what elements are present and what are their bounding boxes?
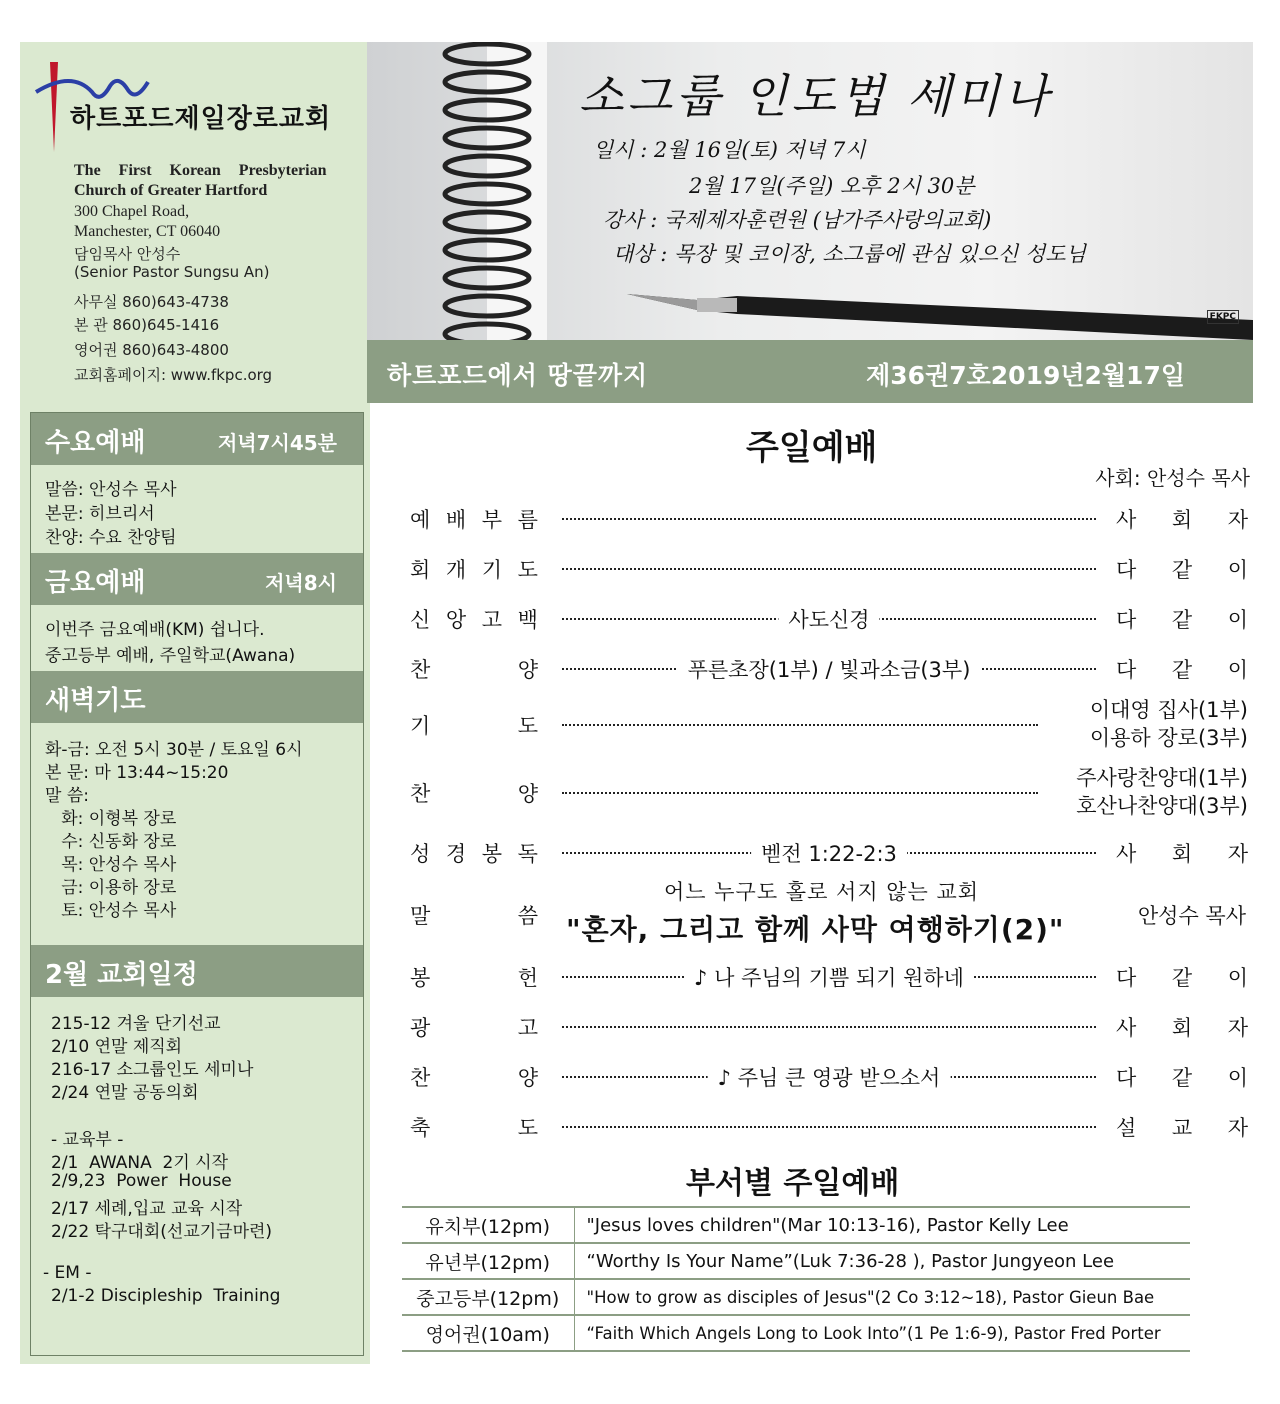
calendar-line: 2/17 세례,입교 교육 시작 (51, 1199, 243, 1219)
leader-char: 교 (1171, 1116, 1193, 1140)
leader-line: 호산나찬양대(3부) (1076, 794, 1248, 818)
seminar-title: 소그룹 인도법 세미나 (579, 69, 1053, 123)
worship-order-label (410, 554, 538, 584)
wednesday-service-header (31, 413, 363, 465)
label-char: 성 (410, 842, 431, 866)
worship-order-leader (1116, 838, 1248, 868)
worship-order-detail: ♪ 나 주님의 기쁨 되기 원하네 (684, 962, 974, 992)
leader-line: 이용하 장로(3부) (1089, 726, 1248, 750)
department-sermon: “Worthy Is Your Name”(Luk 7:36-28 ), Pastor Jungyeon Lee (574, 1243, 1190, 1279)
label-char: 름 (517, 508, 538, 532)
worship-order-leader (1116, 604, 1248, 634)
leader-char: 이 (1227, 966, 1248, 990)
worship-order-leader (1076, 764, 1248, 820)
worship-order-leader (1116, 554, 1248, 584)
worship-order-label (410, 1012, 538, 1042)
phone-english-ministry: 영어권 860)643-4800 (74, 341, 229, 359)
fkpc-mark: FKPC (1207, 310, 1239, 324)
worship-order-leader (1116, 504, 1248, 534)
dot-leader (562, 568, 1096, 570)
pen-icon (617, 270, 1253, 340)
wednesday-service-time: 저녁7시45분 (217, 431, 337, 455)
worship-order-item (410, 554, 1248, 584)
leader-char: 이 (1227, 608, 1248, 632)
worship-order-label (410, 504, 538, 534)
label-char: 광 (410, 1016, 431, 1040)
label-char: 개 (445, 558, 467, 582)
leader-char: 같 (1171, 658, 1193, 682)
label-char: 말 (410, 904, 431, 928)
label-char: 도 (517, 1116, 538, 1140)
leader-line: 주사랑찬양대(1부) (1076, 766, 1248, 790)
sermon-series: 어느 누구도 홀로 서지 않는 교회 (664, 880, 980, 904)
seminar-banner (367, 42, 1253, 340)
wednesday-line: 찬양: 수요 찬양팀 (45, 528, 177, 548)
label-char: 배 (445, 508, 467, 532)
label-char: 앙 (445, 608, 467, 632)
department-name: 유치부(12pm) (402, 1207, 574, 1243)
leader-char: 다 (1116, 966, 1137, 990)
worship-order-label (410, 604, 538, 634)
worship-order-leader (1116, 1062, 1248, 1092)
dawn-line: 수: 신동화 장로 (45, 832, 177, 852)
worship-order-detail: 벧전 1:22-2:3 (751, 838, 907, 868)
department-name: 유년부(12pm) (402, 1243, 574, 1279)
calendar-line: 2/9,23 Power House (51, 1171, 232, 1191)
dot-leader (562, 792, 1038, 794)
dawn-line: 토: 안성수 목사 (45, 901, 177, 921)
label-char: 씀 (517, 904, 538, 928)
dawn-line: 본 문: 마 13:44~15:20 (45, 763, 229, 783)
sermon-preacher: 안성수 목사 (1137, 904, 1246, 928)
label-char: 봉 (481, 842, 503, 866)
worship-order-item (410, 654, 1248, 684)
weekly-schedule-box (30, 412, 364, 1356)
church-website[interactable]: 교회홈페이지: www.fkpc.org (74, 366, 273, 384)
worship-order-leader (1116, 1112, 1248, 1142)
friday-line: 이번주 금요예배(KM) 쉽니다. (45, 620, 265, 640)
worship-order-leader (1116, 962, 1248, 992)
address-street: 300 Chapel Road, (74, 203, 190, 220)
department-worship-title: 부서별 주일예배 (686, 1166, 900, 1201)
worship-order-item (410, 1112, 1248, 1142)
leader-char: 같 (1171, 558, 1193, 582)
worship-order-item (410, 766, 1248, 818)
table-row (402, 1279, 1190, 1315)
seminar-target: 대상 : 목장 및 코이장, 소그룹에 관심 있으신 성도님 (613, 242, 1086, 266)
worship-order-label (410, 1112, 538, 1142)
worship-order-leader (1116, 654, 1248, 684)
leader-char: 사 (1116, 508, 1137, 532)
wednesday-service-title: 수요예배 (45, 428, 146, 458)
label-char: 찬 (410, 782, 431, 806)
dawn-line: 화-금: 오전 5시 30분 / 토요일 6시 (45, 740, 303, 760)
label-char: 양 (517, 782, 538, 806)
leader-char: 회 (1171, 508, 1193, 532)
dawn-line: 화: 이형복 장로 (45, 809, 177, 829)
address-city: Manchester, CT 06040 (74, 223, 221, 240)
worship-order-label (410, 778, 538, 808)
label-char: 독 (517, 842, 538, 866)
worship-order-leader (1090, 696, 1248, 752)
worship-order-item (410, 838, 1248, 868)
wednesday-line: 말씀: 안성수 목사 (45, 480, 177, 500)
dot-leader (562, 724, 1038, 726)
worship-title: 주일예배 (746, 428, 878, 468)
calendar-line: - EM - (43, 1263, 92, 1283)
dawn-line: 금: 이용하 장로 (45, 878, 177, 898)
senior-pastor-korean: 담임목사 안성수 (74, 245, 181, 263)
calendar-title: 2월 교회일정 (45, 960, 198, 990)
notebook-spiral-icon (427, 42, 547, 340)
leader-char: 다 (1116, 1066, 1137, 1090)
department-sermon: "How to grow as disciples of Jesus"(2 Co 3:12~18), Pastor Gieun Bae (574, 1279, 1190, 1315)
leader-char: 자 (1227, 1016, 1248, 1040)
church-name-english-line1: The First Korean Presbyterian (74, 162, 327, 179)
label-char: 도 (517, 558, 538, 582)
dawn-prayer-title: 새벽기도 (45, 686, 146, 716)
leader-char: 다 (1116, 608, 1137, 632)
church-name-english-line2: Church of Greater Hartford (74, 182, 268, 199)
worship-order-label (410, 654, 538, 684)
leader-char: 회 (1171, 1016, 1193, 1040)
calendar-line: 2/22 탁구대회(선교기금마련) (51, 1222, 273, 1242)
label-char: 헌 (517, 966, 538, 990)
seminar-date-1: 일시 : 2월 16일(토) 저녁 7시 (593, 138, 866, 162)
leader-char: 이 (1227, 1066, 1248, 1090)
leader-char: 사 (1116, 1016, 1137, 1040)
calendar-line: 2/1-2 Discipleship Training (51, 1286, 281, 1306)
leader-char: 사 (1116, 842, 1137, 866)
table-row (402, 1207, 1190, 1243)
senior-pastor-english: (Senior Pastor Sungsu An) (74, 263, 270, 281)
friday-service-title: 금요예배 (45, 568, 146, 598)
dawn-line: 목: 안성수 목사 (45, 855, 177, 875)
calendar-line: 2/1 AWANA 2기 시작 (51, 1153, 229, 1173)
phone-main: 본 관 860)645-1416 (74, 316, 220, 334)
worship-order-item (410, 1012, 1248, 1042)
dawn-line: 말 씀: (45, 786, 89, 806)
label-char: 도 (517, 714, 538, 738)
worship-presider: 사회: 안성수 목사 (1095, 466, 1250, 490)
calendar-line: - 교육부 - (51, 1130, 124, 1150)
church-motto: 하트포드에서 땅끝까지 (387, 361, 649, 390)
leader-char: 이 (1227, 558, 1248, 582)
department-worship-table (402, 1206, 1190, 1352)
label-char: 봉 (410, 966, 431, 990)
worship-order-label (410, 900, 538, 930)
leader-char: 같 (1171, 1066, 1193, 1090)
dawn-prayer-header (31, 671, 363, 723)
dot-leader (562, 1026, 1096, 1028)
label-char: 고 (517, 1016, 538, 1040)
friday-service-header (31, 553, 363, 605)
label-char: 예 (410, 508, 431, 532)
label-char: 부 (481, 508, 503, 532)
label-char: 기 (410, 714, 431, 738)
church-info-sidebar (20, 42, 370, 1364)
label-char: 경 (445, 842, 467, 866)
table-row (402, 1243, 1190, 1279)
seminar-speaker: 강사 : 국제제자훈련원 (남가주사랑의교회) (603, 208, 992, 232)
phone-office: 사무실 860)643-4738 (74, 293, 229, 311)
worship-order-item (410, 698, 1248, 750)
label-char: 양 (517, 1066, 538, 1090)
label-char: 회 (410, 558, 431, 582)
leader-char: 회 (1171, 842, 1193, 866)
leader-char: 설 (1116, 1116, 1137, 1140)
worship-order-label (410, 838, 538, 868)
church-name-korean: 하트포드제일장로교회 (70, 104, 332, 134)
leader-line: 이대영 집사(1부) (1089, 698, 1248, 722)
worship-order-item (410, 604, 1248, 634)
department-name: 중고등부(12pm) (402, 1279, 574, 1315)
seminar-date-2: 2월 17일(주일) 오후 2시 30분 (689, 174, 975, 198)
department-sermon: "Jesus loves children"(Mar 10:13-16), Pastor Kelly Lee (574, 1207, 1190, 1243)
worship-order-detail: ♪ 주님 큰 영광 받으소서 (708, 1062, 951, 1092)
leader-char: 자 (1227, 508, 1248, 532)
worship-order-detail: 사도신경 (778, 604, 879, 634)
dot-leader (562, 1126, 1096, 1128)
friday-line: 중고등부 예배, 주일학교(Awana) (45, 646, 296, 666)
worship-order-detail: 푸른초장(1부) / 빛과소금(3부) (678, 654, 981, 684)
leader-char: 같 (1171, 608, 1193, 632)
label-char: 백 (517, 608, 538, 632)
label-char: 찬 (410, 1066, 431, 1090)
dot-leader (562, 518, 1096, 520)
leader-char: 자 (1227, 1116, 1248, 1140)
worship-order-leader (1116, 1012, 1248, 1042)
calendar-line: 2/10 연말 제직회 (51, 1037, 183, 1057)
friday-service-time: 저녁8시 (265, 571, 337, 595)
sermon-title: "혼자, 그리고 함께 사막 여행하기(2)" (566, 913, 1065, 946)
worship-order-label (410, 962, 538, 992)
label-char: 고 (481, 608, 503, 632)
department-sermon: “Faith Which Angels Long to Look Into”(1 Pe 1:6-9), Pastor Fred Porter (574, 1315, 1190, 1351)
calendar-line: 2/24 연말 공동의회 (51, 1083, 199, 1103)
worship-order-item (410, 504, 1248, 534)
calendar-header (31, 945, 363, 997)
label-char: 양 (517, 658, 538, 682)
table-row (402, 1315, 1190, 1351)
worship-order-label (410, 710, 538, 740)
calendar-line: 216-17 소그룹인도 세미나 (51, 1060, 254, 1080)
issue-number: 제36권7호2019년2월17일 (866, 361, 1185, 390)
label-char: 찬 (410, 658, 431, 682)
leader-char: 다 (1116, 658, 1137, 682)
motto-band (367, 340, 1253, 403)
worship-order-label (410, 1062, 538, 1092)
leader-char: 자 (1227, 842, 1248, 866)
wednesday-line: 본문: 히브리서 (45, 504, 155, 524)
label-char: 기 (481, 558, 503, 582)
leader-char: 같 (1171, 966, 1193, 990)
department-name: 영어권(10am) (402, 1315, 574, 1351)
label-char: 축 (410, 1116, 431, 1140)
label-char: 신 (410, 608, 431, 632)
worship-order-item (410, 962, 1248, 992)
calendar-line: 215-12 겨울 단기선교 (51, 1014, 221, 1034)
worship-order-item (410, 1062, 1248, 1092)
leader-char: 이 (1227, 658, 1248, 682)
leader-char: 다 (1116, 558, 1137, 582)
